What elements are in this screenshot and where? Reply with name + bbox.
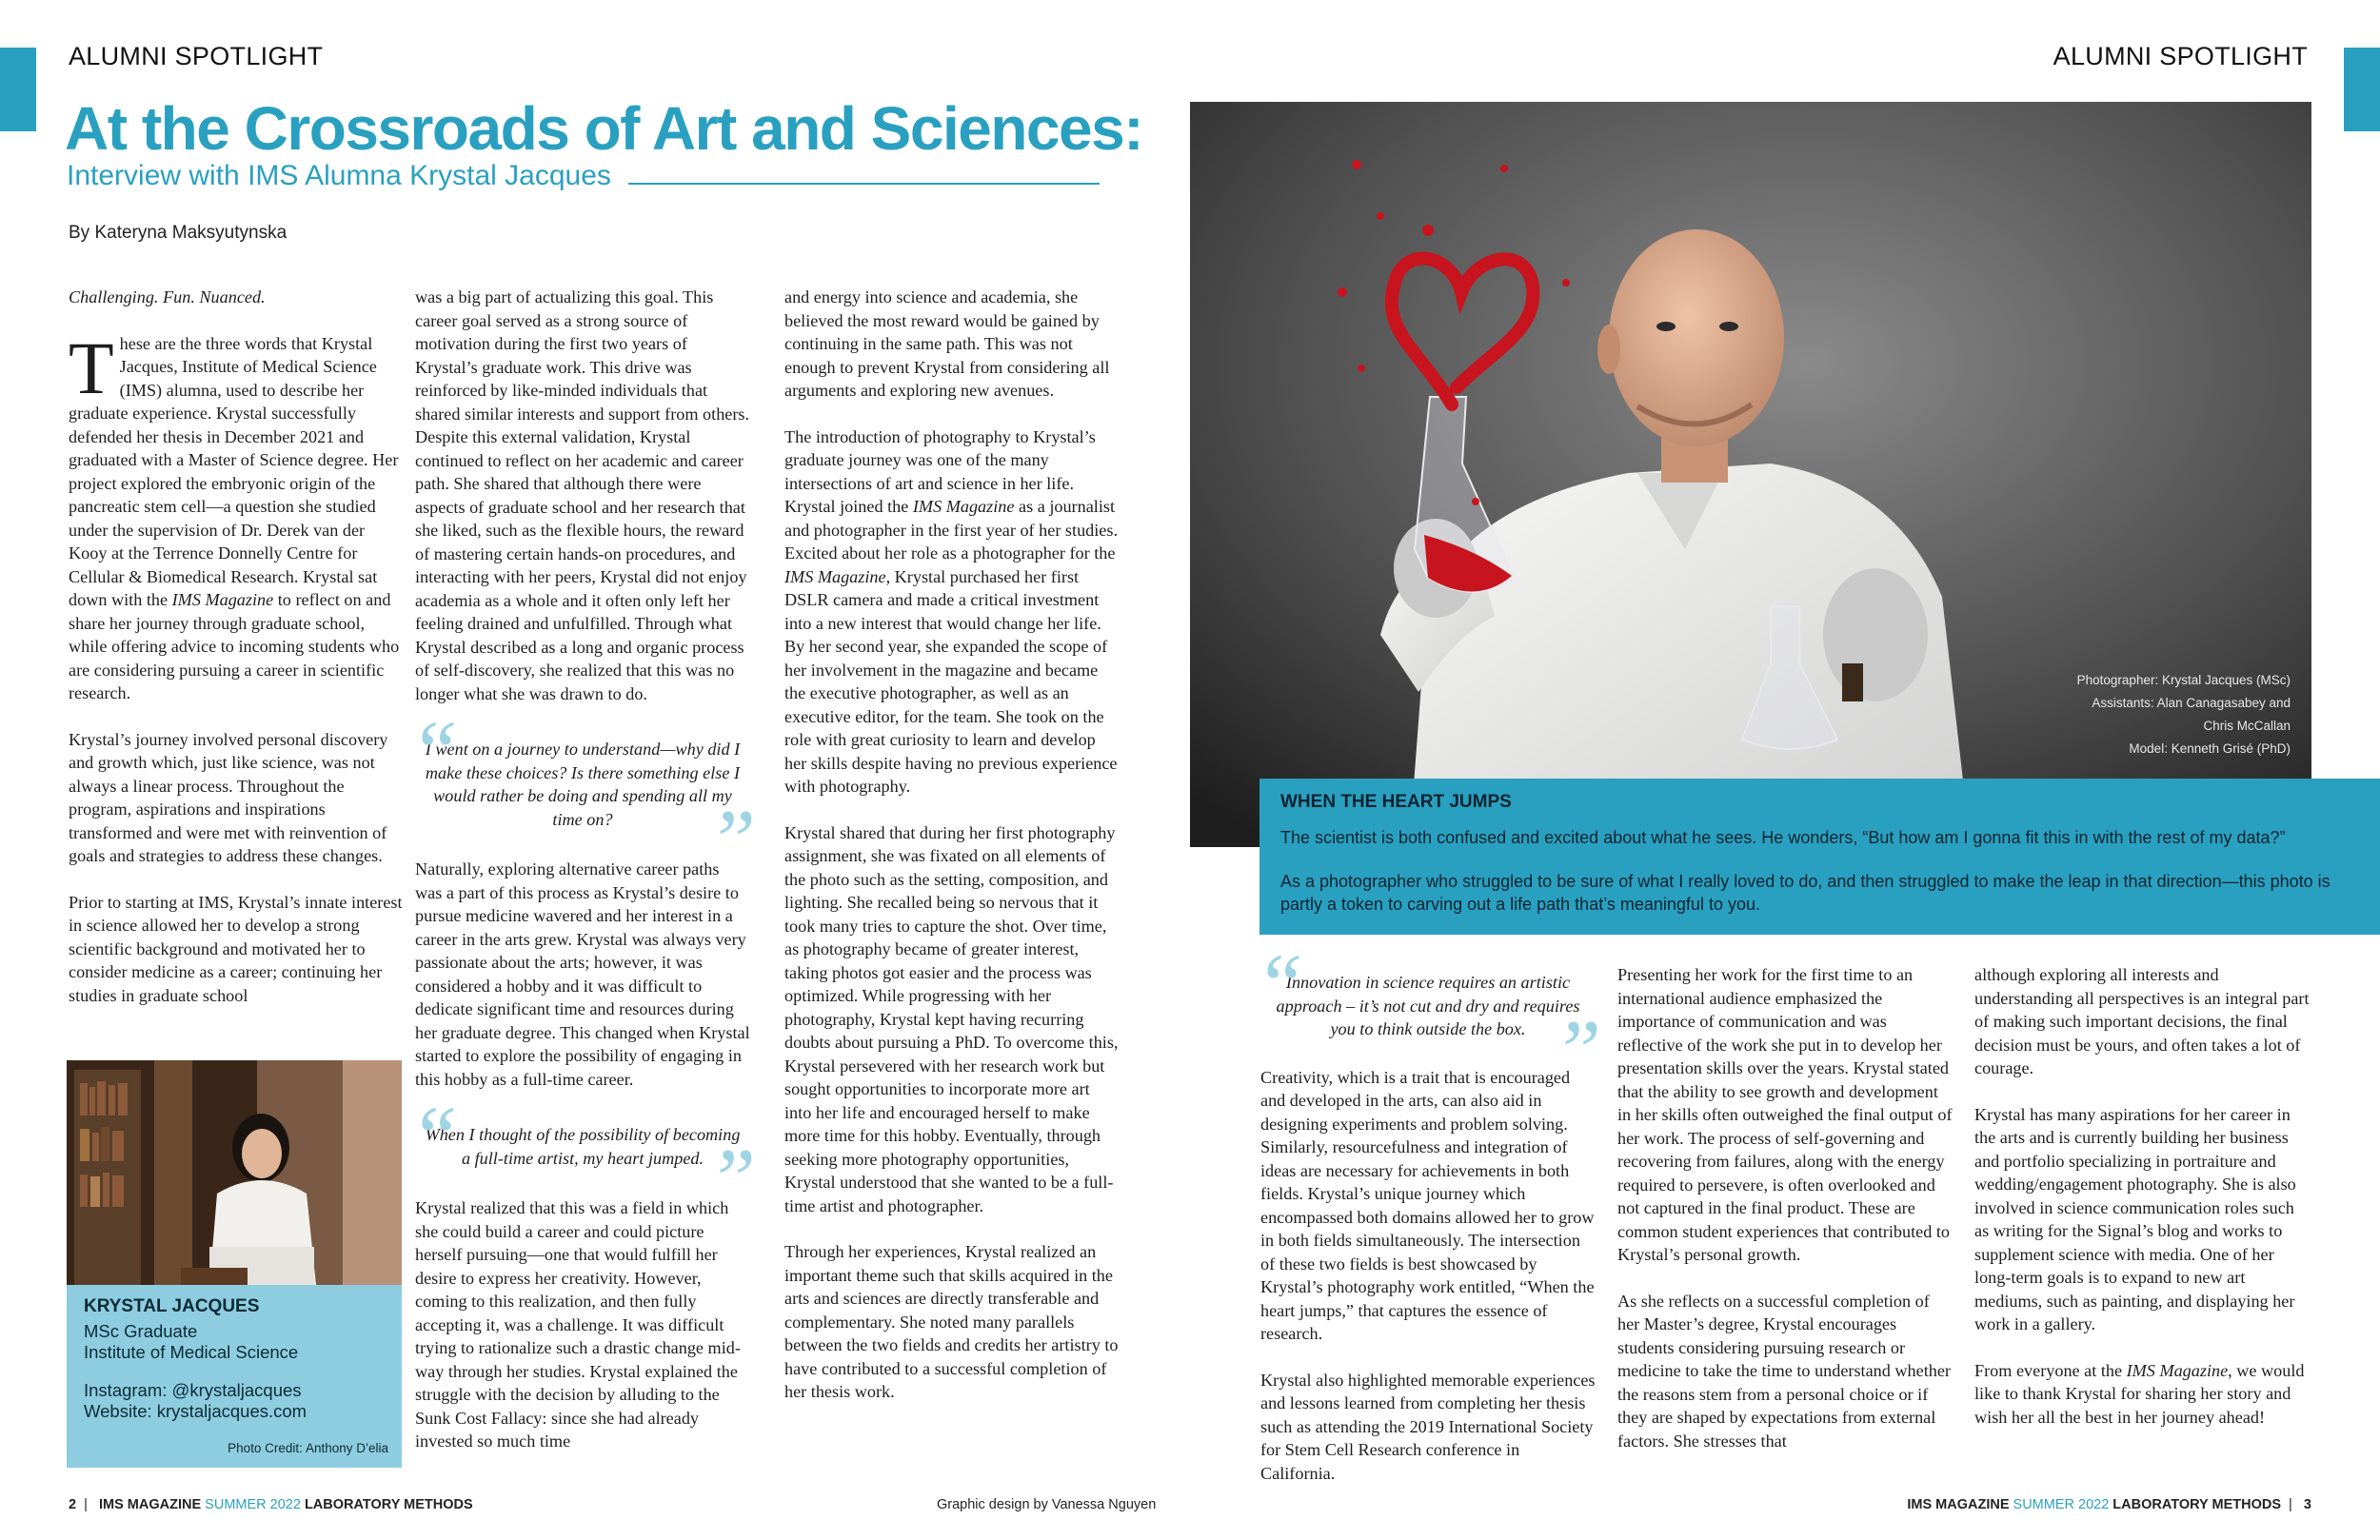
profile-instagram[interactable]: Instagram: @krystaljacques xyxy=(84,1380,302,1400)
caption-line-1: The scientist is both confused and excited about what he sees. He wonders, “But how am I gonna fit this in with the rest of my data?” xyxy=(1280,828,2286,847)
profile-name: KRYSTAL JACQUES xyxy=(84,1296,260,1316)
paragraph-col5-1: Presenting her work for the first time to an international audience emphasized the importance of communication and was reflective of the work she put in to develop her presentation skills over the years. Krystal stated that the ability to see growth and development in her skills often outweighed the final output of her work. The process of self-governing and recovering from failures, along with the energy required to persevere, is often overlooked and not captured in the final product. These are common student experiences that contributed to Krystal’s personal growth. xyxy=(1617,965,1953,1264)
paragraph-col5-2: As she reflects on a successful completion of her Master’s degree, Krystal encourages students considering pursuing research or medicine to take the time to understand whether the reasons stem from a personal choice or if they are shaped by expectations from external factors. She stresses that xyxy=(1617,1291,1951,1451)
paragraph-col4-1: Creativity, which is a trait that is encouraged and developed in the arts, can also aid in designing experiments and problem solving. Similarly, resourcefulness and integration of ideas are necessary for achievements in both fields. Krystal’s unique journey which encompassed both domains allowed her to grow in both fields simultaneously. The intersection of these two fields is best showcased by Krystal’s photography work entitled, “When the heart jumps,” that captures the essence of research. xyxy=(1260,1067,1595,1343)
photo-credit-assistants: Assistants: Alan Canagasabey and xyxy=(2092,696,2291,710)
photo-credits xyxy=(2005,669,2291,760)
footer-right-theme: LABORATORY METHODS xyxy=(2112,1497,2281,1512)
paragraph-col6-3: From everyone at the IMS Magazine, we would like to thank Krystal for sharing her story and wish her all the best in her journey ahead! xyxy=(1974,1360,2305,1427)
column-6 xyxy=(1974,963,2310,1451)
profile-website[interactable]: Website: krystaljacques.com xyxy=(84,1401,307,1421)
open-quote-icon: “ xyxy=(409,1088,459,1185)
footer-right-magazine: IMS MAGAZINE xyxy=(1907,1497,2010,1512)
profile-degree: MSc Graduate xyxy=(84,1321,198,1341)
close-quote-icon: ” xyxy=(706,792,756,889)
profile-photo-illustration xyxy=(67,1060,402,1285)
left-section-label: ALUMNI SPOTLIGHT xyxy=(69,42,324,70)
footer-left-theme: LABORATORY METHODS xyxy=(304,1497,473,1512)
right-accent-tab xyxy=(2344,48,2380,131)
paragraph-col3-4: Through her experiences, Krystal realized an important theme such that skills acquired in the arts and sciences are directly transferable and complementary. She noted many parallels between the two fields and credits her artistry to have contributed to a successful completion of her thesis work. xyxy=(784,1242,1119,1401)
pull-quote-3-text: Innovation in science requires an artistic approach – it’s not cut and dry and requires you to think outside the box. xyxy=(1276,973,1580,1038)
profile-photo-credit: Photo Credit: Anthony D’elia xyxy=(228,1441,388,1455)
photo-credit-model: Model: Kenneth Grisé (PhD) xyxy=(2129,741,2291,756)
column-2 xyxy=(409,286,756,1476)
dropcap: T xyxy=(69,326,114,409)
pull-quote-1 xyxy=(409,702,756,889)
pull-quote-1-text: I went on a journey to understand—why did I make these choices? Is there something else I would rather be doing and spending all my time on? xyxy=(425,740,741,829)
profile-institute: Institute of Medical Science xyxy=(84,1342,299,1362)
profile-info-box xyxy=(67,1285,402,1468)
profile-photo xyxy=(67,1060,402,1285)
open-quote-icon: “ xyxy=(409,702,459,800)
subtitle-rule xyxy=(628,183,1100,185)
paragraph-col6-1: although exploring all interests and understanding all perspectives is an integral part of making such important decisions, the final decision must be yours, and often takes a lot of courage. xyxy=(1974,965,2310,1077)
paragraph-1: These are the three words that Krystal Jacques, Institute of Medical Science (IMS) alumna, used to describe her graduate experience. Krystal successfully defended her thesis in December 2021 and graduated with a Master of Science degree. Her project explored the embryonic origin of the pancreatic stem cell—a question she studied under the supervision of Dr. Derek van der Kooy at the Terrence Donnelly Centre for Cellular & Biomedical Research. Krystal sat down with the IMS Magazine to reflect on and share her journey through graduate school, while offering advice to incoming students who are considering pursuing a career in scientific research. xyxy=(69,326,400,702)
open-quote-icon: “ xyxy=(1255,936,1304,1033)
intro-line: Challenging. Fun. Nuanced. xyxy=(69,287,266,306)
left-accent-tab xyxy=(0,48,36,131)
photo-credit-photographer: Photographer: Krystal Jacques (MSc) xyxy=(2076,673,2291,687)
photo-caption-box xyxy=(1259,779,2380,935)
photo-credit-assistants-2: Chris McCallan xyxy=(2203,719,2291,733)
column-4 xyxy=(1255,936,1601,1508)
footer-left-magazine: IMS MAGAZINE xyxy=(99,1497,202,1512)
main-photo xyxy=(1190,102,2311,847)
paragraph-col6-2: Krystal has many aspirations for her career in the arts and is currently building her business and portfolio specializing in portraiture and wedding/engagement photography. She is also involved in science communication roles such as writing for the Signal’s blog and works to supplement science with media. One of her long-term goals is to expand to new art mediums, such as painting, and displaying her work in a gallery. xyxy=(1974,1104,2296,1333)
right-section-label: ALUMNI SPOTLIGHT xyxy=(2053,42,2308,70)
caption-line-2: As a photographer who struggled to be sure of what I really loved to do, and then struggled to make the leap in that direction—this photo is partly a token to carving out a life path that’s meaningful to you. xyxy=(1280,872,2330,914)
byline: By Kateryna Maksyutynska xyxy=(69,223,288,243)
pull-quote-3 xyxy=(1255,936,1601,1099)
paragraph-col2-2: Naturally, exploring alternative career paths was a part of this process as Krystal’s desire to pursue medicine wavered and her interest in a career in the arts grew. Krystal was always very passionate about the arts; however, it was considered a hobby and it was difficult to dedicate significant time and resources during her graduate degree. This changed when Krystal started to explore the possibility of engaging in this hobby as a full-time career. xyxy=(415,859,750,1089)
paragraph-3: Prior to starting at IMS, Krystal’s innate interest in science allowed her to develop a strong scientific background and motivated her to consider medicine as a career; continuing her studies in graduate school xyxy=(69,892,403,1005)
page-number-left: 2 xyxy=(69,1497,77,1512)
article-subtitle: Interview with IMS Alumna Krystal Jacques xyxy=(67,160,611,191)
footer-design-credit: Graphic design by Vanessa Nguyen xyxy=(937,1497,1157,1512)
pull-quote-2-text: When I thought of the possibility of becoming a full-time artist, my heart jumped. xyxy=(425,1125,741,1168)
column-3 xyxy=(784,286,1120,1427)
paragraph-col4-2: Krystal also highlighted memorable experiences and lessons learned from completing her thesis such as attending the 2019 International Society for Stem Cell Research conference in California. xyxy=(1260,1370,1596,1483)
pull-quote-2 xyxy=(409,1088,756,1228)
footer-left: 2 | IMS MAGAZINE SUMMER 2022 LABORATORY METHODS xyxy=(69,1497,473,1512)
column-5 xyxy=(1617,963,1953,1475)
paragraph-col2-1: was a big part of actualizing this goal. This career goal served as a strong source of motivation during the first two years of Krystal’s graduate work. This drive was reinforced by like-minded individuals that shared similar interests and support from others. Despite this external validation, Krystal continued to reflect on her academic and career path. She shared that although there were aspects of graduate school and her research that she liked, such as the flexible hours, the reward of mastering certain hands-on procedures, and interacting with her peers, Krystal did not enjoy academia as a whole and it often only left her feeling drained and unfulfilled. Through what Krystal described as a long and organic process of self-discovery, she realized that this was no longer what she was drawn to do. xyxy=(415,287,750,703)
close-quote-icon: ” xyxy=(1552,1001,1601,1099)
close-quote-icon: ” xyxy=(706,1131,756,1228)
paragraph-2: Krystal’s journey involved personal discovery and growth which, just like science, was not always a linear process. Throughout the program, aspirations and inspirations transformed and were met with reinvention of goals and strategies to address these changes. xyxy=(69,729,388,865)
paragraph-col2-3: Krystal realized that this was a field in which she could build a career and could picture herself pursuing—one that would fulfill her desire to express her creativity. However, coming to this realization, and then fully accepting it, was a challenge. It was difficult trying to rationalize such a drastic change mid-way through her studies. Krystal explained the struggle with the decision by alluding to the Sunk Cost Fallacy: since she had already invested so much time xyxy=(415,1198,741,1451)
paragraph-col3-3: Krystal shared that during her first photography assignment, she was fixated on all elements of the photo such as the setting, composition, and lighting. She recalled being so nervous that it took many tries to capture the shot. Over time, as photography became of greater interest, taking photos got easier and the process was optimized. While progressing with her photography, Krystal kept having recurring doubts about pursuing a PhD. To overcome this, Krystal persevered with her research work but sought opportunities to incorporate more art into her life and encouraged herself to make more time for this hobby. Eventually, through seeking more photography opportunities, Krystal understood that she wanted to be a full-time artist and photographer. xyxy=(784,822,1119,1215)
article-title: At the Crossroads of Art and Sciences: xyxy=(65,94,1142,163)
footer-left-issue: SUMMER 2022 xyxy=(205,1497,301,1512)
paragraph-col3-2: The introduction of photography to Krystal’s graduate journey was one of the many intersections of art and science in her life. Krystal joined the IMS Magazine as a journalist and photographer in the first year of her studies. Excited about her role as a photographer for the IMS Magazine, Krystal purchased her first DSLR camera and made a critical investment into a new interest that would change her life. By her second year, she expanded the scope of her involvement in the magazine and became the executive photographer, as well as an executive editor, for the team. She took on the role with great curiosity to learn and develop her skills despite having no previous experience with photography. xyxy=(784,426,1119,796)
column-1 xyxy=(69,286,404,1030)
page-number-right: 3 xyxy=(2303,1497,2311,1512)
caption-heading: WHEN THE HEART JUMPS xyxy=(1280,792,1512,812)
paragraph-col3-1: and energy into science and academia, she believed the most reward would be gained by continuing in the same path. This was not enough to prevent Krystal from considering all arguments and exploring new avenues. xyxy=(784,287,1110,400)
footer-right-issue: SUMMER 2022 xyxy=(2013,1497,2110,1512)
footer-right: IMS MAGAZINE SUMMER 2022 LABORATORY METHODS | 3 xyxy=(1907,1497,2311,1512)
